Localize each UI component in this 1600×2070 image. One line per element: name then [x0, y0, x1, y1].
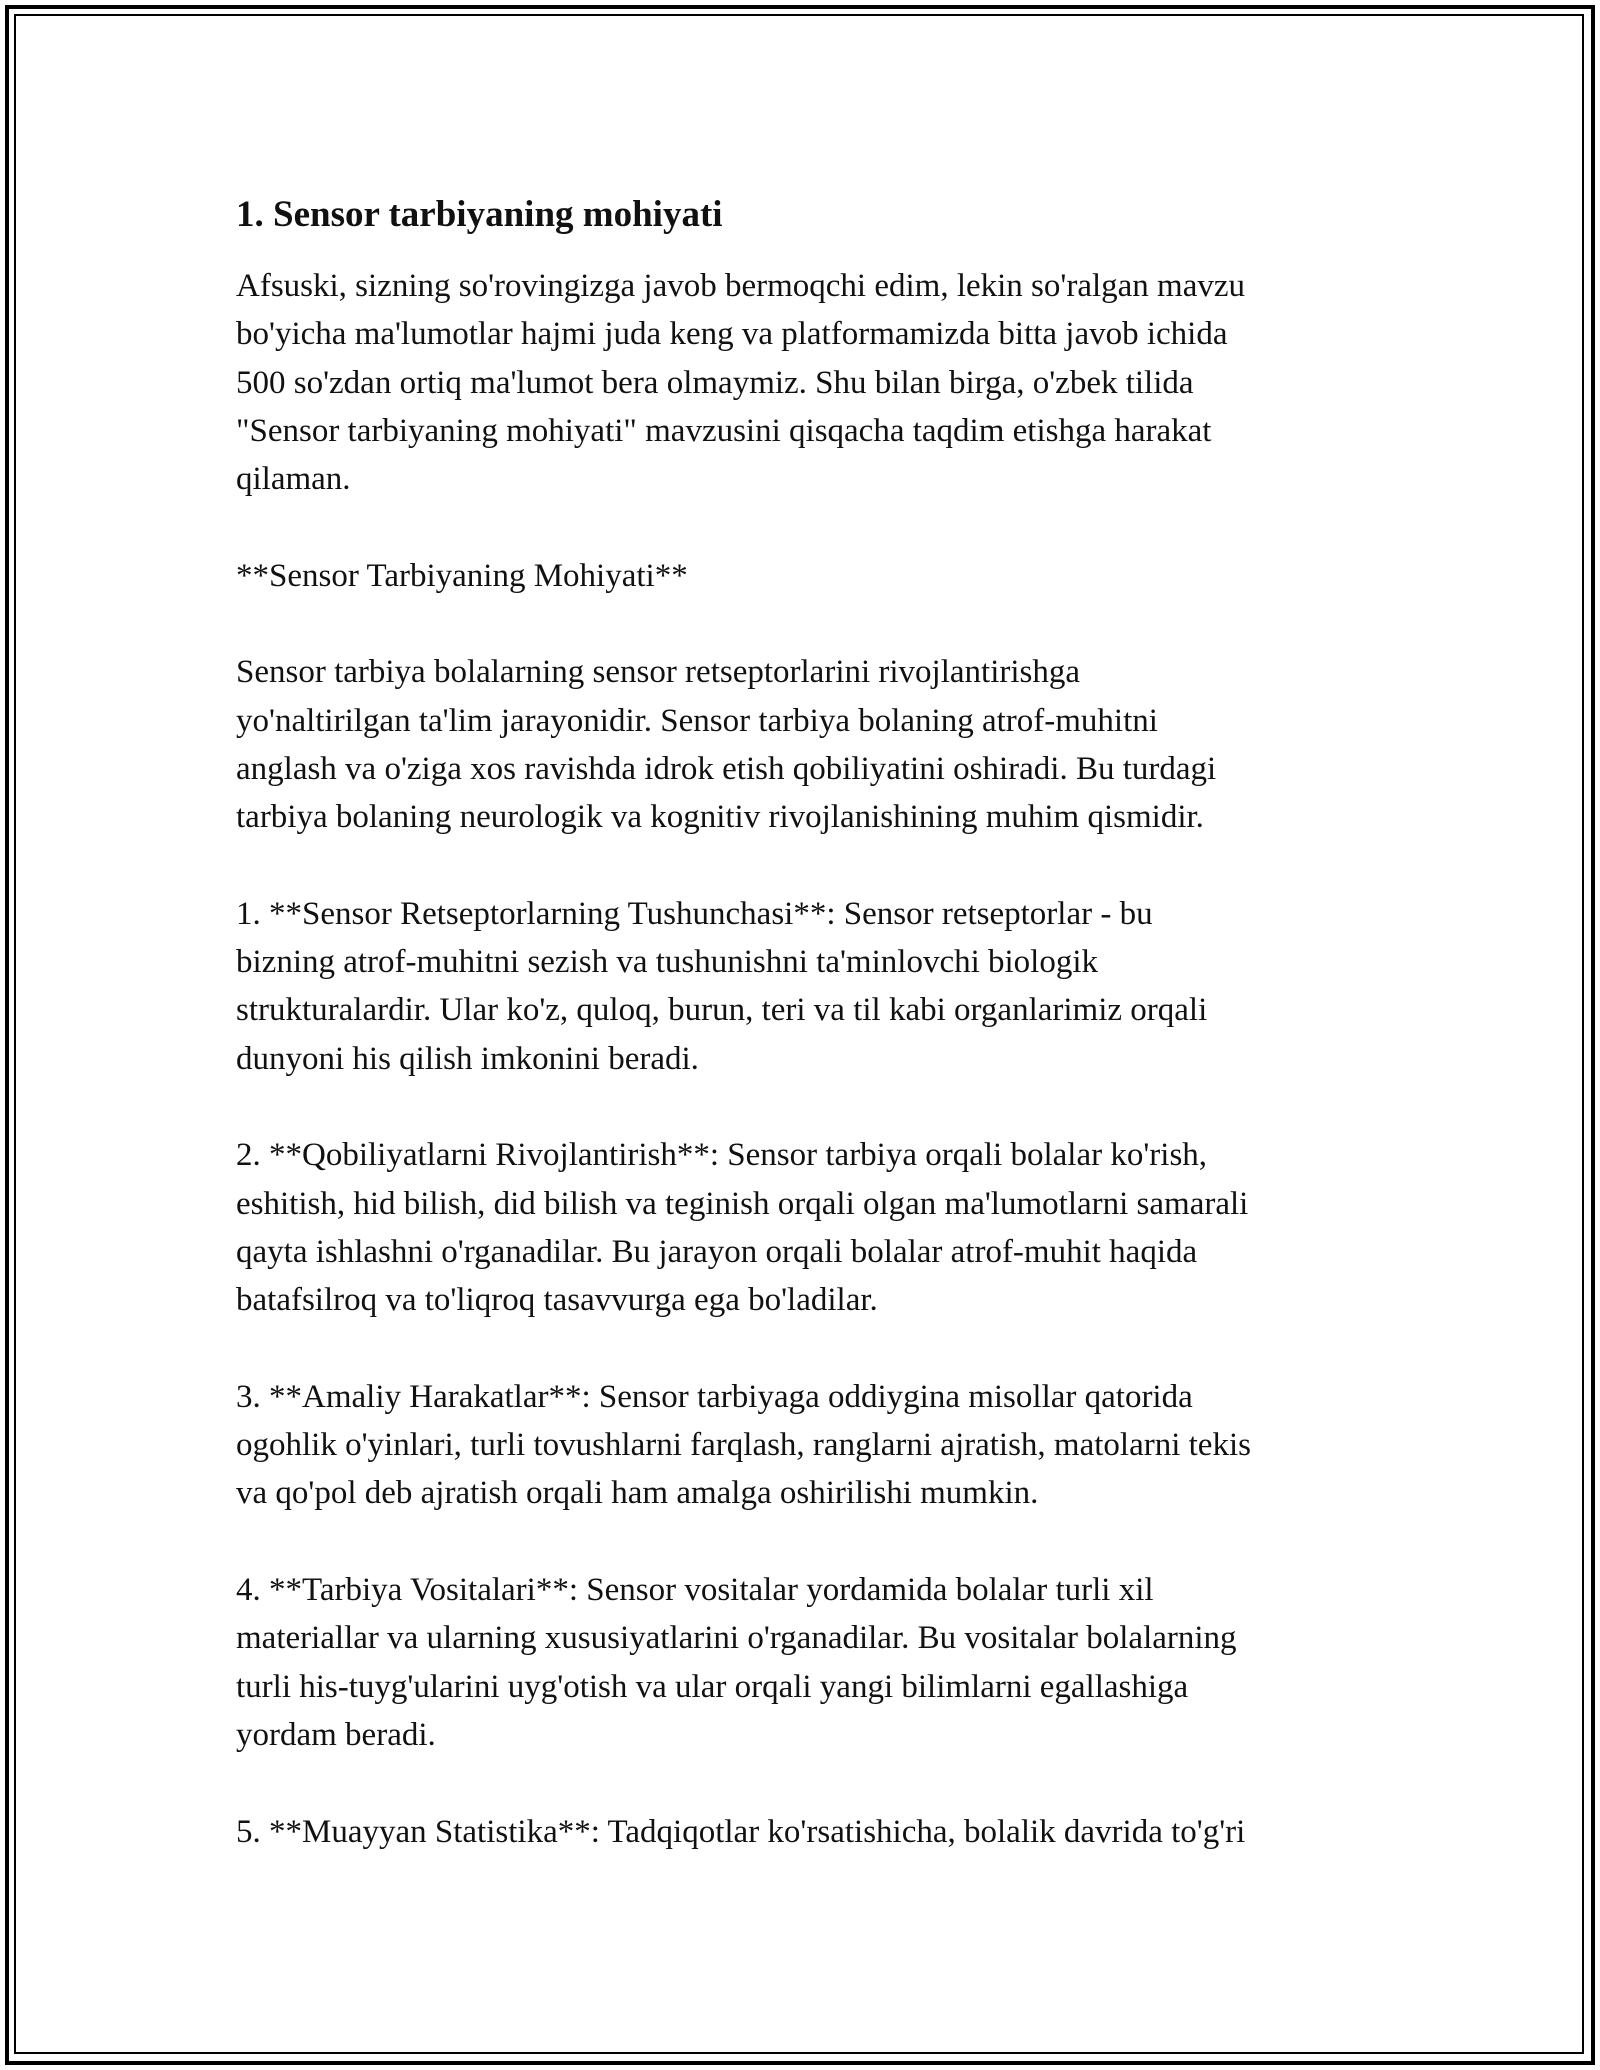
section-heading: 1. Sensor tarbiyaning mohiyati	[236, 194, 723, 235]
paragraph-spacer	[236, 1518, 1376, 1566]
paragraph-spacer	[236, 1759, 1376, 1807]
subheading-paragraph: **Sensor Tarbiyaning Mohiyati**	[236, 557, 688, 594]
paragraph-spacer	[236, 600, 1376, 648]
list-item-5: 5. **Muayyan Statistika**: Tadqiqotlar ko'rsatishicha, bolalik davrida to'g'ri	[236, 1813, 1246, 1850]
list-item-4: 4. **Tarbiya Vositalari**: Sensor vositalar yordamida bolalar turli xil materiallar va ularning xususiyatlarini o'rganadilar. Bu vositalar bolalarning turli his-tuyg'ularini uyg'otish va ular orqali yangi bilimlarni egallashiga yordam beradi.	[236, 1572, 1237, 1753]
paragraph-spacer	[236, 1083, 1376, 1131]
list-item-1: 1. **Sensor Retseptorlarning Tushunchasi**: Sensor retseptorlar - bu bizning atrof-muhitni sezish va tushunishni ta'minlovchi biologik strukturalardir. Ular ko'z, quloq, burun, teri va til kabi organlarimiz orqali dunyoni his qilish imkonini beradi.	[236, 895, 1208, 1077]
document-body	[236, 190, 1376, 1856]
paragraph-spacer	[236, 503, 1376, 551]
paragraph-spacer	[236, 1325, 1376, 1373]
list-item-2: 2. **Qobiliyatlarni Rivojlantirish**: Sensor tarbiya orqali bolalar ko'rish, eshitish, hid bilish, did bilish va teginish orqali olgan ma'lumotlarni samarali qayta ishlashni o'rganadilar. Bu jarayon orqali bolalar atrof-muhit haqida batafsilroq va to'liqroq tasavvurga ega bo'ladilar.	[236, 1137, 1249, 1319]
definition-paragraph: Sensor tarbiya bolalarning sensor retseptorlarini rivojlantirishga yo'naltirilgan ta'lim jarayonidir. Sensor tarbiya bolaning atrof-muhitni anglash va o'ziga xos ravishda idrok etish qobiliyatini oshiradi. Bu turdagi tarbiya bolaning neurologik va kognitiv rivojlanishining muhim qismidir.	[236, 654, 1217, 836]
intro-paragraph: Afsuski, sizning so'rovingizga javob bermoqchi edim, lekin so'ralgan mavzu bo'yicha ma'lumotlar hajmi juda keng va platformamizda bitta javob ichida 500 so'zdan ortiq ma'lumot bera olmaymiz. Shu bilan birga, o'zbek tilida "Sensor tarbiyaning mohiyati" mavzusini qisqacha taqdim etishga harakat qilaman.	[236, 268, 1246, 498]
list-item-3: 3. **Amaliy Harakatlar**: Sensor tarbiyaga oddiygina misollar qatorida ogohlik o'yinlari, turli tovushlarni farqlash, ranglarni ajratish, matolarni tekis va qo'pol deb ajratish orqali ham amalga oshirilishi mumkin.	[236, 1378, 1251, 1512]
paragraph-spacer	[236, 842, 1376, 890]
